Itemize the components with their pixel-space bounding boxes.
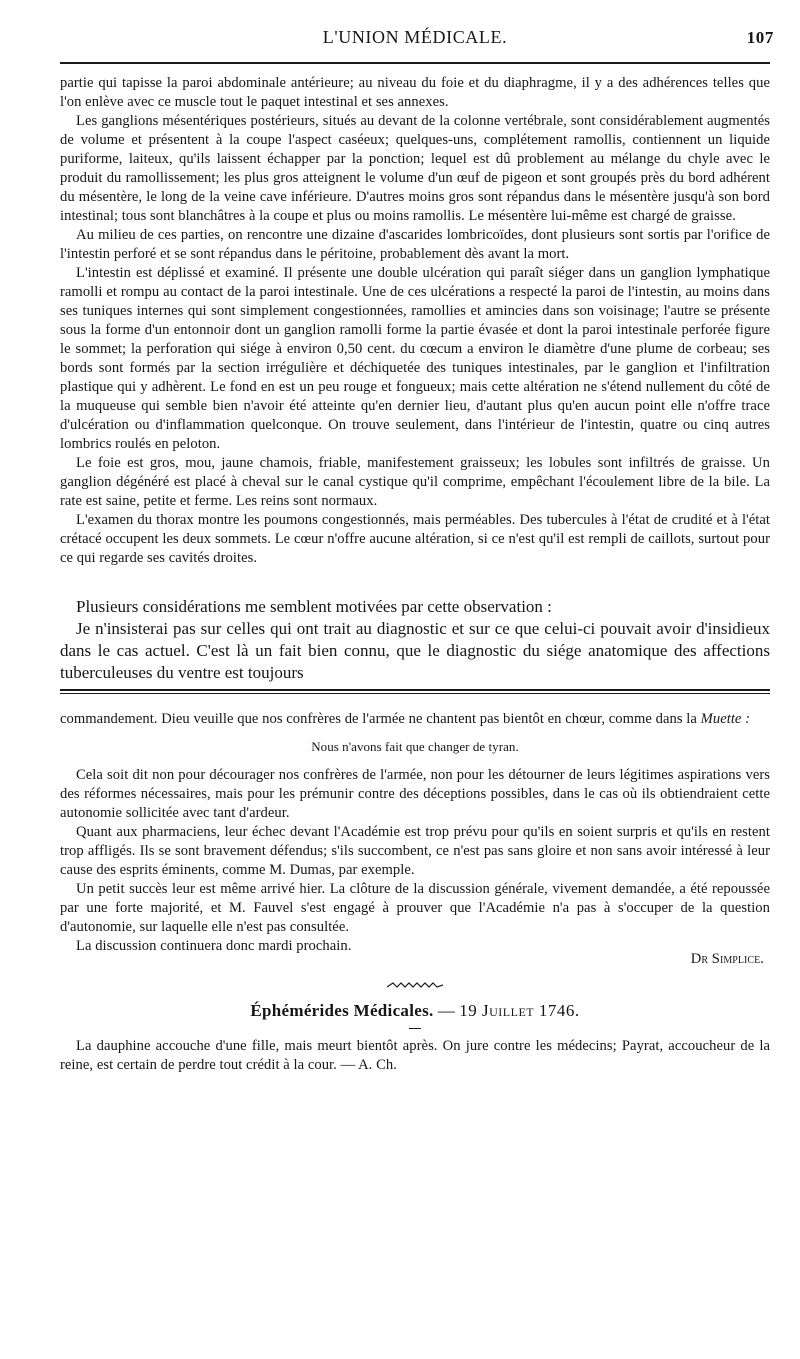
- paragraph: L'examen du thorax montre les poumons congestionnés, mais perméables. Des tubercules à l'état de crudité et à l'état crétacé occupent les deux sommets. Le cœur n'offre aucune altération, si ce n'est qu'il est rempli de caillots, surtout pour ce qui regarde ses cavités droites.: [60, 512, 770, 566]
- quotation: Nous n'avons fait que changer de tyran.: [311, 739, 519, 754]
- paragraph: Plusieurs considérations me semblent motivées par cette observation :: [76, 597, 552, 616]
- paragraph: Le foie est gros, mou, jaune chamois, friable, manifestement graisseux; les lobules sont infiltrés de graisse. Un ganglion dégénéré est placé à cheval sur le canal cystique qu'il comprime, empêchant l'écoulement libre de la bile. La rate est saine, petite et ferme. Les reins sont normaux.: [60, 455, 770, 509]
- ornament-divider: [60, 977, 770, 991]
- journal-title: L'UNION MÉDICALE.: [322, 27, 508, 47]
- heading-dash: —: [437, 1001, 455, 1020]
- running-head: [60, 26, 774, 56]
- ephemerides-text: La dauphine accouche d'une fille, mais meurt bientôt après. On jure contre les médecins; Payrat, accoucheur de la reine, est certain de perdre tout crédit à la cour. — A. Ch.: [60, 1038, 770, 1073]
- paragraph: Un petit succès leur est même arrivé hier. La clôture de la discussion générale, vivement demandée, a été repoussée par une forte majorité, et M. Fauvel s'est engagé à prouver que l'Académie n'a pas à s'occuper de la question d'autonomie, sur laquelle elle n'est pas consultée.: [60, 881, 770, 935]
- paragraph: [60, 710, 770, 729]
- paragraph: Cela soit dit non pour décourager nos confrères de l'armée, non pour les détourner de leurs légitimes aspirations vers des réformes nécessaires, mais pour les prémunir contre des déceptions possibles, dans le cas où ils obtiendraient cette autonomie sollicitée avec tant d'ardeur.: [60, 767, 770, 821]
- paragraph: L'intestin est déplissé et examiné. Il présente une double ulcération qui paraît siéger dans un ganglion lymphatique ramolli et rompu au contact de la paroi intestinale. Une de ces ulcérations a respecté la paroi de l'intestin, au moins dans ses tuniques internes qui sont simplement congestionnées, ramollies et amincies dans son voisinage; l'autre se présente sous la forme d'un entonnoir dont un ganglion ramolli forme la partie évasée et dont la paroi intestinale perforée figure le sommet; la perforation qui siége à environ 0,50 cent. du cœcum a environ le diamètre d'une plume de corbeau; ses bords sont formés par la section irrégulière et déchiquetée des tuniques intestinales, par le ganglion et l'infiltration plastique qui y adhèrent. Le fond en est un peu rouge et fongueux; mais cette altération ne s'étend nullement du côté de la muqueuse qui semble bien n'avoir été atteinte qu'en dernier lieu, d'autant plus qu'en aucun point elle n'offre trace d'ulcération ou d'inflammation quelconque. On trouve seulement, dans l'intérieur de l'intestin, quatre ou cinq autres lombrics roulés en peloton.: [60, 265, 770, 452]
- paragraph: partie qui tapisse la paroi abdominale antérieure; au niveau du foie et du diaphragme, il y a des adhérences telles que l'on enlève avec ce muscle tout le paquet intestinal et ses annexes.: [60, 75, 770, 110]
- commentary-section: [60, 596, 770, 684]
- observation-section: [60, 74, 770, 568]
- wavy-ornament-icon: [387, 980, 443, 990]
- paragraph: Au milieu de ces parties, on rencontre une dizaine d'ascarides lombricoïdes, dont plusieurs sont sortis par l'orifice de l'intestin perforé et se sont répandus dans le péritoine, probablement dès avant la mort.: [60, 227, 770, 262]
- page-number: 107: [746, 28, 774, 47]
- ephemerides-label: Éphémérides Médicales.: [250, 1001, 434, 1020]
- paragraph: Quant aux pharmaciens, leur échec devant l'Académie est trop prévu pour qu'ils en soient surpris et qu'ils en restent trop affligés. Ils se sont bravement défendus; s'ils succombent, ce n'est pas sans gloire et non sans avoir intéressé à leur cause des esprits éminents, comme M. Dumas, par exemple.: [60, 824, 770, 878]
- opera-title: Muette :: [700, 711, 751, 727]
- ephemerides-heading: [60, 1001, 770, 1020]
- paragraph: Les ganglions mésentériques postérieurs, situés au devant de la colonne vertébrale, sont considérablement augmentés de volume et présentent à la coupe l'aspect caséeux; quelques-uns, complétement ramollis, contiennent un liquide puriforme, laiteux, qu'ils laissent échapper par la ponction; lequel est dû problement au mélange du chyle avec le produit du ramollissement; les plus gros atteignent le volume d'un œuf de pigeon et sont groupés près du bord adhérent du mésentère, le long de la veine cave inférieure. D'autres moins gros sont répandus dans le mésentère jusqu'à son bord intestinal; tous sont blanchâtres à la coupe et plus ou moins ramollis. Le mésentère lui-même est chargé de graisse.: [60, 113, 770, 224]
- signature: Dr Simplice.: [690, 951, 764, 967]
- paragraph: Je n'insisterai pas sur celles qui ont trait au diagnostic et sur ce que celui-ci pouvait avoir d'insidieux dans le cas actuel. C'est là un fait bien connu, que le diagnostic du siége anatomique des affections tuberculeuses du ventre est toujours: [60, 619, 770, 682]
- feuilleton-section: [60, 710, 770, 1075]
- ephemerides-date: 19 Juillet 1746.: [459, 1001, 580, 1020]
- header-rule: [60, 62, 770, 64]
- short-rule: [409, 1028, 421, 1029]
- feuilleton-separator: [60, 689, 770, 694]
- paragraph: La discussion continuera donc mardi prochain.: [76, 938, 352, 954]
- intro-text: commandement. Dieu veuille que nos confrères de l'armée ne chantent pas bientôt en chœur, comme dans la: [60, 711, 701, 727]
